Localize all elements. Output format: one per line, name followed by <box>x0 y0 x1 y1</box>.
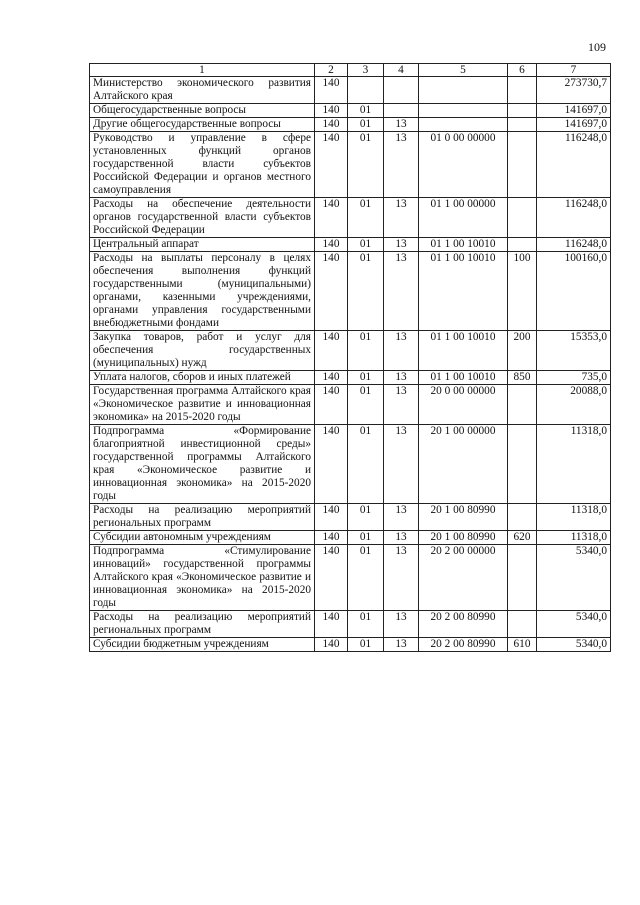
row-section-code: 01 <box>348 385 384 425</box>
row-section-code: 01 <box>348 238 384 252</box>
row-amount: 5340,0 <box>537 638 611 652</box>
row-amount: 116248,0 <box>537 198 611 238</box>
row-expense-type: 200 <box>508 331 537 371</box>
row-name: Общегосударственные вопросы <box>90 104 315 118</box>
row-amount: 735,0 <box>537 371 611 385</box>
table-row <box>90 118 611 132</box>
row-expense-type: 610 <box>508 638 537 652</box>
row-expense-type <box>508 425 537 504</box>
row-section-code: 01 <box>348 531 384 545</box>
row-amount: 15353,0 <box>537 331 611 371</box>
table-body <box>90 77 611 652</box>
row-section-code: 01 <box>348 118 384 132</box>
row-section-code: 01 <box>348 132 384 198</box>
row-name: Уплата налогов, сборов и иных платежей <box>90 371 315 385</box>
header-col-6: 6 <box>508 64 537 77</box>
row-section-code: 01 <box>348 252 384 331</box>
row-ministry-code: 140 <box>315 371 348 385</box>
row-amount: 141697,0 <box>537 118 611 132</box>
row-expense-type <box>508 104 537 118</box>
row-target-code: 20 2 00 80990 <box>419 638 508 652</box>
row-amount: 11318,0 <box>537 425 611 504</box>
row-amount: 141697,0 <box>537 104 611 118</box>
header-col-4: 4 <box>384 64 419 77</box>
row-subsection-code <box>384 104 419 118</box>
row-section-code: 01 <box>348 638 384 652</box>
row-target-code <box>419 118 508 132</box>
row-target-code: 01 0 00 00000 <box>419 132 508 198</box>
table-row <box>90 252 611 331</box>
row-target-code: 20 1 00 80990 <box>419 504 508 531</box>
row-subsection-code: 13 <box>384 545 419 611</box>
row-ministry-code: 140 <box>315 545 348 611</box>
table-row <box>90 104 611 118</box>
row-amount: 116248,0 <box>537 238 611 252</box>
row-expense-type <box>508 611 537 638</box>
row-name: Субсидии автономным учреждениям <box>90 531 315 545</box>
table-row <box>90 504 611 531</box>
row-amount: 5340,0 <box>537 611 611 638</box>
row-name: Расходы на выплаты персоналу в целях обеспечения выполнения функций государственными (муниципальными) органами, казенными учреждениями, органами управления государственными внебюджетными фондами <box>90 252 315 331</box>
row-target-code: 20 2 00 80990 <box>419 611 508 638</box>
row-ministry-code: 140 <box>315 331 348 371</box>
row-subsection-code: 13 <box>384 371 419 385</box>
row-amount: 100160,0 <box>537 252 611 331</box>
row-name: Другие общегосударственные вопросы <box>90 118 315 132</box>
table-row <box>90 331 611 371</box>
row-section-code: 01 <box>348 504 384 531</box>
row-name: Подпрограмма «Стимулирование инноваций» государственной программы Алтайского края «Экономическое развитие и инновационная экономика» на 2015-2020 годы <box>90 545 315 611</box>
row-subsection-code: 13 <box>384 132 419 198</box>
page-number: 109 <box>588 40 606 54</box>
row-section-code: 01 <box>348 331 384 371</box>
row-ministry-code: 140 <box>315 531 348 545</box>
row-name: Министерство экономического развития Алтайского края <box>90 77 315 104</box>
row-expense-type <box>508 198 537 238</box>
row-ministry-code: 140 <box>315 118 348 132</box>
row-target-code: 20 0 00 00000 <box>419 385 508 425</box>
row-amount: 20088,0 <box>537 385 611 425</box>
table-row <box>90 132 611 198</box>
row-target-code: 01 1 00 10010 <box>419 252 508 331</box>
row-subsection-code: 13 <box>384 198 419 238</box>
row-target-code: 20 1 00 80990 <box>419 531 508 545</box>
row-expense-type <box>508 132 537 198</box>
row-target-code: 01 1 00 00000 <box>419 198 508 238</box>
row-name: Расходы на реализацию мероприятий региональных программ <box>90 504 315 531</box>
row-section-code: 01 <box>348 425 384 504</box>
row-ministry-code: 140 <box>315 104 348 118</box>
row-ministry-code: 140 <box>315 238 348 252</box>
table-row <box>90 238 611 252</box>
row-name: Центральный аппарат <box>90 238 315 252</box>
table-row <box>90 638 611 652</box>
row-ministry-code: 140 <box>315 77 348 104</box>
row-expense-type: 620 <box>508 531 537 545</box>
table-row <box>90 545 611 611</box>
row-target-code <box>419 104 508 118</box>
row-expense-type <box>508 77 537 104</box>
row-name: Расходы на обеспечение деятельности органов государственной власти субъектов Российской Федерации <box>90 198 315 238</box>
table-row <box>90 198 611 238</box>
row-target-code: 01 1 00 10010 <box>419 331 508 371</box>
table-row <box>90 531 611 545</box>
header-col-5: 5 <box>419 64 508 77</box>
row-name: Расходы на реализацию мероприятий региональных программ <box>90 611 315 638</box>
row-amount: 5340,0 <box>537 545 611 611</box>
row-section-code: 01 <box>348 545 384 611</box>
row-section-code: 01 <box>348 371 384 385</box>
row-target-code: 01 1 00 10010 <box>419 371 508 385</box>
header-col-1: 1 <box>90 64 315 77</box>
row-subsection-code: 13 <box>384 611 419 638</box>
row-subsection-code <box>384 77 419 104</box>
row-target-code: 20 2 00 00000 <box>419 545 508 611</box>
row-ministry-code: 140 <box>315 504 348 531</box>
row-subsection-code: 13 <box>384 252 419 331</box>
row-ministry-code: 140 <box>315 425 348 504</box>
row-ministry-code: 140 <box>315 252 348 331</box>
row-target-code <box>419 77 508 104</box>
row-subsection-code: 13 <box>384 118 419 132</box>
header-col-3: 3 <box>348 64 384 77</box>
row-name: Руководство и управление в сфере установленных функций органов государственной власти субъектов Российской Федерации и органов местного самоуправления <box>90 132 315 198</box>
table-row <box>90 371 611 385</box>
row-name: Подпрограмма «Формирование благоприятной инвестиционной среды» государственной программы Алтайского края «Экономическое развитие и инновационная экономика» на 2015-2020 годы <box>90 425 315 504</box>
row-section-code: 01 <box>348 104 384 118</box>
header-col-2: 2 <box>315 64 348 77</box>
row-expense-type <box>508 238 537 252</box>
table-row <box>90 425 611 504</box>
row-expense-type <box>508 118 537 132</box>
row-expense-type <box>508 385 537 425</box>
row-subsection-code: 13 <box>384 238 419 252</box>
row-subsection-code: 13 <box>384 504 419 531</box>
row-subsection-code: 13 <box>384 425 419 504</box>
row-subsection-code: 13 <box>384 531 419 545</box>
row-name: Закупка товаров, работ и услуг для обеспечения государственных (муниципальных) нужд <box>90 331 315 371</box>
table-row <box>90 385 611 425</box>
row-amount: 11318,0 <box>537 504 611 531</box>
row-ministry-code: 140 <box>315 638 348 652</box>
row-section-code <box>348 77 384 104</box>
row-name: Субсидии бюджетным учреждениям <box>90 638 315 652</box>
header-col-7: 7 <box>537 64 611 77</box>
row-target-code: 01 1 00 10010 <box>419 238 508 252</box>
row-name: Государственная программа Алтайского края «Экономическое развитие и инновационная экономика» на 2015-2020 годы <box>90 385 315 425</box>
row-amount: 273730,7 <box>537 77 611 104</box>
row-ministry-code: 140 <box>315 385 348 425</box>
row-amount: 11318,0 <box>537 531 611 545</box>
table-row <box>90 77 611 104</box>
row-ministry-code: 140 <box>315 132 348 198</box>
row-amount: 116248,0 <box>537 132 611 198</box>
row-section-code: 01 <box>348 611 384 638</box>
table-row <box>90 611 611 638</box>
header-row <box>90 64 611 77</box>
table-header <box>90 64 611 77</box>
row-subsection-code: 13 <box>384 331 419 371</box>
row-expense-type: 100 <box>508 252 537 331</box>
row-target-code: 20 1 00 00000 <box>419 425 508 504</box>
row-expense-type: 850 <box>508 371 537 385</box>
row-expense-type <box>508 545 537 611</box>
row-section-code: 01 <box>348 198 384 238</box>
row-ministry-code: 140 <box>315 611 348 638</box>
row-expense-type <box>508 504 537 531</box>
row-subsection-code: 13 <box>384 638 419 652</box>
row-subsection-code: 13 <box>384 385 419 425</box>
row-ministry-code: 140 <box>315 198 348 238</box>
budget-table <box>89 63 611 652</box>
